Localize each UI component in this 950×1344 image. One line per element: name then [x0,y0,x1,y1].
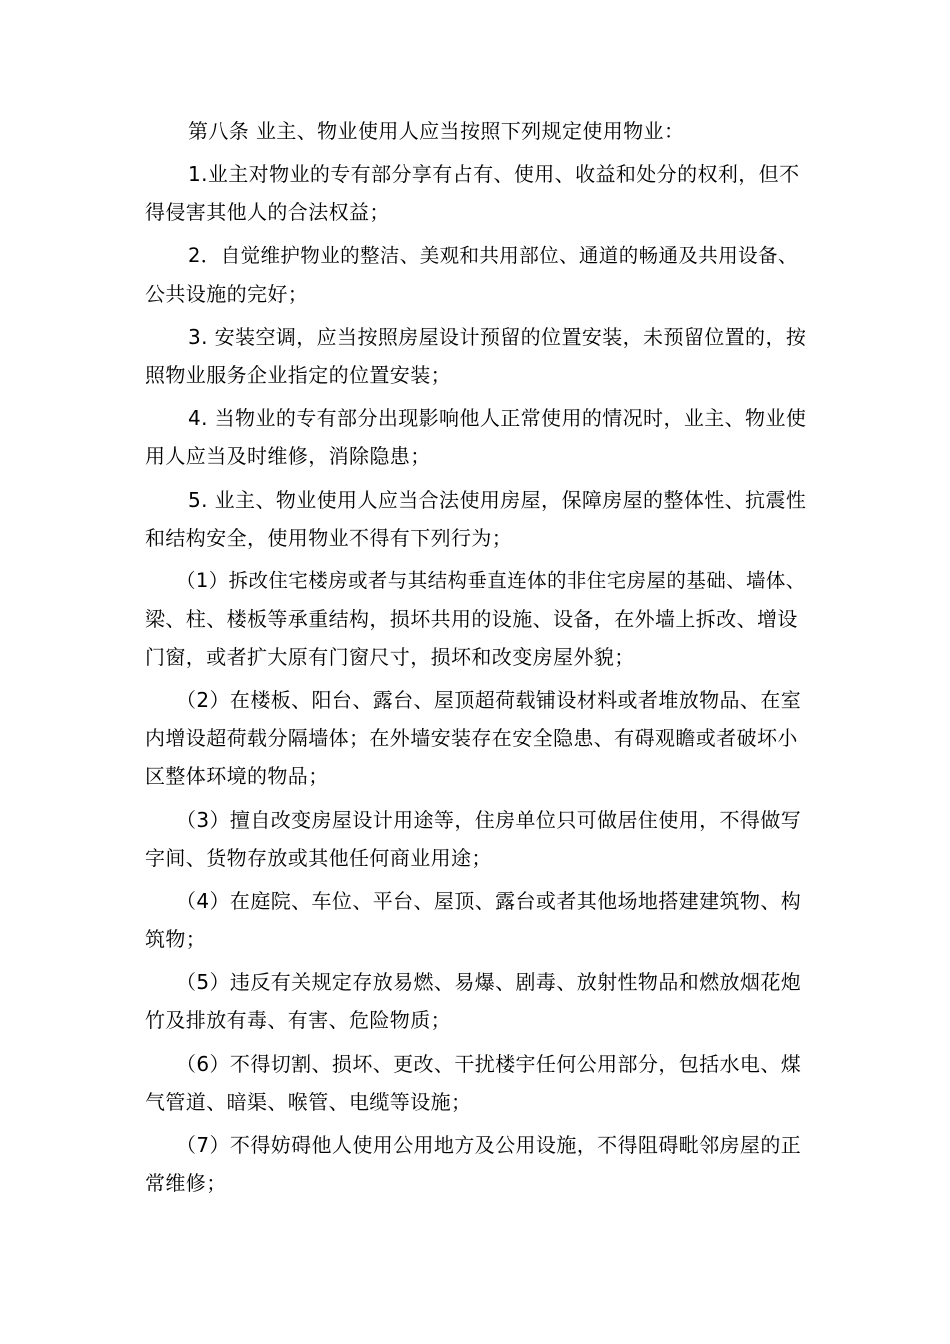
text-line-25: 气管道、暗渠、喉管、电缆等设施； [145,1090,472,1114]
text-line-16: 内增设超荷载分隔墙体；在外墙安装存在安全隐患、有碍观瞻或者破坏小 [145,726,798,750]
text-line-15: （2）在楼板、阳台、露台、屋顶超荷载铺设材料或者堆放物品、在室 [176,688,802,712]
text-line-1: 第八条 业主、物业使用人应当按照下列规定使用物业： [188,119,685,143]
text-line-7: 照物业服务企业指定的位置安装； [145,363,451,387]
text-line-4: 2．自觉维护物业的整洁、美观和共用部位、通道的畅通及共用设备、 [188,244,798,267]
text-line-9: 用人应当及时维修，消除隐患； [145,444,431,468]
text-line-17: 区整体环境的物品； [145,764,329,788]
text-line-24: （6）不得切割、损坏、更改、干扰楼宇任何公用部分，包括水电、煤 [176,1052,802,1076]
text-line-21: 筑物； [145,927,207,951]
text-line-10: 5. 业主、物业使用人应当合法使用房屋，保障房屋的整体性、抗震性 [188,488,807,512]
text-line-27: 常维修； [145,1171,227,1195]
text-line-3: 得侵害其他人的合法权益； [145,200,390,224]
text-line-2: 1.业主对物业的专有部分享有占有、使用、收益和处分的权利，但不 [188,162,800,186]
text-line-12: （1）拆改住宅楼房或者与其结构垂直连体的非住宅房屋的基础、墙体、 [176,569,806,592]
text-line-18: （3）擅自改变房屋设计用途等，住房单位只可做居住使用，不得做写 [176,808,802,832]
text-line-13: 梁、柱、楼板等承重结构，损坏共用的设施、设备，在外墙上拆改、增设 [145,607,798,631]
text-line-23: 竹及排放有毒、有害、危险物质； [145,1008,451,1032]
text-line-8: 4. 当物业的专有部分出现影响他人正常使用的情况时，业主、物业使 [188,406,807,430]
text-line-6: 3. 安装空调，应当按照房屋设计预留的位置安装，未预留位置的，按 [188,325,807,349]
text-line-26: （7）不得妨碍他人使用公用地方及公用设施，不得阻碍毗邻房屋的正 [176,1133,802,1157]
text-line-5: 公共设施的完好； [145,282,309,306]
text-line-22: （5）违反有关规定存放易燃、易爆、剧毒、放射性物品和燃放烟花炮 [176,970,802,994]
text-line-19: 字间、货物存放或其他任何商业用途； [145,846,492,870]
text-line-20: （4）在庭院、车位、平台、屋顶、露台或者其他场地搭建建筑物、构 [176,889,802,913]
text-line-11: 和结构安全，使用物业不得有下列行为； [145,526,513,550]
text-line-14: 门窗，或者扩大原有门窗尺寸，损坏和改变房屋外貌； [145,645,635,669]
